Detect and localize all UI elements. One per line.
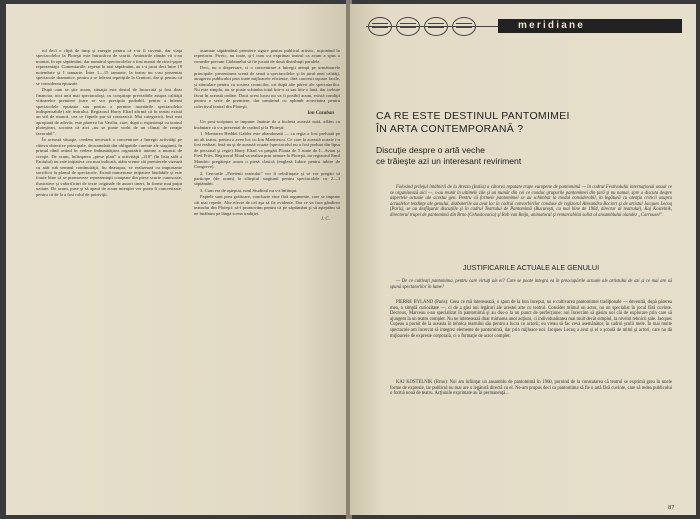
section-title: meridiane <box>518 20 586 31</box>
oval-ornament-icon <box>424 17 448 36</box>
left-page <box>6 4 348 515</box>
section-heading: JUSTIFICARILE ACTUALE ALE GENULUI <box>462 263 600 272</box>
answer-paragraph: KAJ KOSTELNIK (Brno): Noi am înfiinţat un ansamblu de pantomimă în 1960, pornind de la constatarea că teatrul se exprimă greu în unele forme de expresie, iar publicul nu mai are o legătură directă cu el. Ne-am propus deci ca pantomima să fie o artă fără cuvinte, care să redea publicului o formă nouă de teatru. Acţiunile exprimate au în permanenţă... <box>390 380 672 397</box>
left-column-1 <box>36 48 182 198</box>
paragraph: 2. Cercurile „Prietenii teatrului” vor fi reînfiinţate şi se vor pregăti să participe (de acum) la sfârşitul stagiunii pentru spectacolele cu 2—3 săptămâni. <box>194 170 340 187</box>
paragraph: asumate săptămânal premiere sigure pentru publicul artistic, acţionând în repertoriu. Firesc, nu toate, şi-l cum s-a exprimat teatrul ca acum a spus o comedie precum Cărbunelui să fie jucată de două distribuţii paralele. <box>194 48 340 64</box>
article-title <box>376 110 676 135</box>
oval-ornament-icon <box>396 17 420 36</box>
article-intro: Folosind prilejul întâlnirii de la Arezzo (Italia) a câtorva reputate trupe europene de pantomimă — în cadrul Festivalului internaţional anual ce se organizează aici —, s-au reunit în ultimele zile şi un număr din cei ce conduc grupurile pantomimei din ţară şi nu numai, spre a discuta despre aspectele actuale ale acestui gen. Pentru că formele pantomimei se au schimbat la modul considerabil, în legătură cu atenţia criticii asupra actualelor tendinţe ale genului, dezbaterile au avut loc în cadrul convorbirilor conduse de regizorul Alexandru Bociort şi de artistul Jacques Lecoq (Paris), se au desfăşurat discuţiile şi în cadrul Teatrului de Pantomimă (Bucureşti, cu mai bine de 1964, director al teatrului), Kaj Kostelnik, directorul trupei de pantomimă din Brno (Cehoslovacia) şi Rob van Reijn, animatorul şi remarcabilul solist al ansamblului olandez „Carrousel”. <box>390 185 672 218</box>
paragraph: Faptele sunt prea grăitoare, concluzie vine fără argumente, care se impune cât mai repede. Alte efecte de cel aşa să fie evidente. Dar ce va face gândirea teatrului din Ploieşti: să-l promovăm pentru că pe săptămâni şi să aşteptăm să ne întâlnim pe lângă scena tradiţiei. <box>194 194 340 216</box>
paragraph: În această situaţie, credem necesară o concentrare a întregii activităţi pe câteva obiective principale, deocamdată din obligatiile curente ale stagiunii, în primul rând având în vedere îmbunătăţirea organizării interne a muncii de creaţie. De acum, înfiinţarea „piese plan” a activităţii „210” (în lista sală a Erotului) nu este iniţiativa cea mai indicată, atâta vreme cât premierele vizează cu atât sub semnul continuităţii, fiu deasupra, se realizează cu importante sacrificii la planul de spectacole. Există numeroase iniţiative lăudabile şi este foarte bine să se promoveze reprezentaţii compuse din piese scurte cunoscute, ilustrative şi valorificări de texte originale de autori tineri, în forme mai puţin uzitate. De acum, puse şi să apară de acum intenţiei vor putea fi concretizate, pentru că de la a fost rolul de potriviţii. <box>36 137 182 197</box>
answer-paragraph: PIERRE BYLAND (Paris): Ceea ce mă interesează, o spun de la bun început, nu e cultivarea pantomimei tradiţionale — devenită, după părerea mea, o simplă curiozitate —, ci de a găsi noi legături ale acestei arte cu teatrul. Consider mimul un actor, nu un specialist în jocul fără cuvinte. Decroux, Marceau s-au specializat în pantomimă şi au dus-o la un punct de perfecţiune; noi încercăm să găsim noi căi de explorare prin care să ajungem la un teatru complet. Nu ne interesează doar mimarea unor acţiuni, ci individualitatea mai mult decât simplul, la nivelul tehnicii sale. Jacques Copeau a pornit de la aceasta în tehnica teatrului său pentru a lucra cu actorii; eu vreau să fac ceva asemănător, în cadrul şcolii mele. În mai multe spectacole am încercat să integrez elemente de pantomimă, dar prin mijloace noi. Jacques Lecoq a avut şi el o şcoală de mimi şi actori, care nu dă mijloacele de expresie corporală, ci o formaţie de actor complet. <box>390 300 672 339</box>
section-banner <box>366 16 682 38</box>
paragraph: Un post-scriptum se impune: înainte de a încheia această notă, aflăm cu încântare că s-a prezentat de curând şi la Ploieşti: <box>194 119 340 130</box>
subtitle-line: Discuţie despre o artă veche <box>376 145 485 155</box>
author-signature: Ion Cazaban <box>307 110 334 116</box>
banner-label-bar <box>498 19 682 33</box>
left-column-2 <box>194 48 340 223</box>
interview-question: — De ce cultivaţi pantomima, pentru care virtuţi ale ei? Care se poate integra ea în preocupările actuale ale artistului de azi și ce mai are să spună spectatorilor în lume? <box>390 279 672 290</box>
right-page <box>350 4 696 515</box>
subtitle-line: ce trăieşte azi un interesant reviriment <box>376 156 522 166</box>
paragraph: tul decî o clipă de timp şi energie pentru că s-ar fi cuvenit, dar viaţa spectacolelor la Ploieşti este întrucâtva de scurtă. Amintirile rămân vii s-au montat, în opt săptămâni, dar numărul spectacolelor a fost numai de cinci-şapte reprezentaţii. Comentariile, repetat în mai săptămâni, au s-a jucat deci între 19 noiembrie şi 1 ianuarie. Între 1—15 ianuarie, la teatru nu s-au prezentat spectacole dramatice, pentru a se înlesni repetiţiile la Cruttori, dar şi pentru că se considerau epuizate. <box>36 48 182 86</box>
title-line: ÎN ARTA CONTEMPORANĂ ? <box>376 122 524 135</box>
paragraph: 3. Cum era de aşteptat, noul Studioul nu s-a înfiinţat. <box>200 187 298 193</box>
article-subtitle <box>376 145 676 167</box>
paragraph: 1. Montarea Heddei Gabler este abandonată — ca regia a fost preluată pe un alt teatru, pentru a avea loc cu Ion Marinescu. Ce care la această ocazie i-a fost realizat, însă nu şi de această ocazie (spectacolul nu a fost preluat din lipsa de personal şi regie) Harry Eliad va pregăti Ploaia de 5 iunie de L. Avian şi Fred Fries. Regizorul Eliad va realiza prin urmare la Ploieşti, iar regizorul Emil Mandric pregăteşte acum o piesă clasică (engleză Iubire pentru iubire de Congreve). <box>194 131 340 170</box>
paragraph: După cum se ştie acum, situaţia este destul de încurcată şi fost doar financiar, nici unii mai spectaculoşi, cu conştiinţe previzibile asupra calităţii viitoarelor premiere (care se vor precipita probabil, pentru a înlesni spectacolele epuizate sau pentru a permite montările spectacolelor indispensabile) ale teatrului. Regizorul Harry Eliad afirmă că în teatru există un stil de muncă, cea ce făptele par să contrazică. Mai categorică, însă mai apropiată de adevăr, este părerea lui Vasiliu, care, după o experienţă cu teatrul ploieştean, socotea că aici „nu se poate vorbi de un climat de creaţie favorabil”. <box>36 87 182 136</box>
title-line: CA RE ESTE DESTINUL PANTOMIMEI <box>376 110 570 122</box>
oval-ornament-icon <box>368 17 392 36</box>
author-initials: I. C. <box>321 217 330 223</box>
page-number: 87 <box>668 504 675 511</box>
paragraph: Deci, nu o dispersare, ci o concentrare a întregii atenţii pe următoarele principale: prezentarea scenă de seară a spectacolelor şi în jurul unei calităţi, atragerea publicului prin toate mijloacele eficiente, fără concesii uşoare facile, și stimulare pentru cu sosirea cronicilor, ori după alte păreri ale spectatorilor. Nu este simplu, nu se poate schimba totul într-o zi sau într-o lună, dar trebuie făcut în această ordine. Dacă acest lucru nu va fi posibil acum, există condiţii pentru o serie de premiere, dar urmărind cu aplomb activitatea pentru colectivul teatral din Ploieşti. <box>194 65 340 109</box>
oval-ornament-icon <box>452 17 476 36</box>
